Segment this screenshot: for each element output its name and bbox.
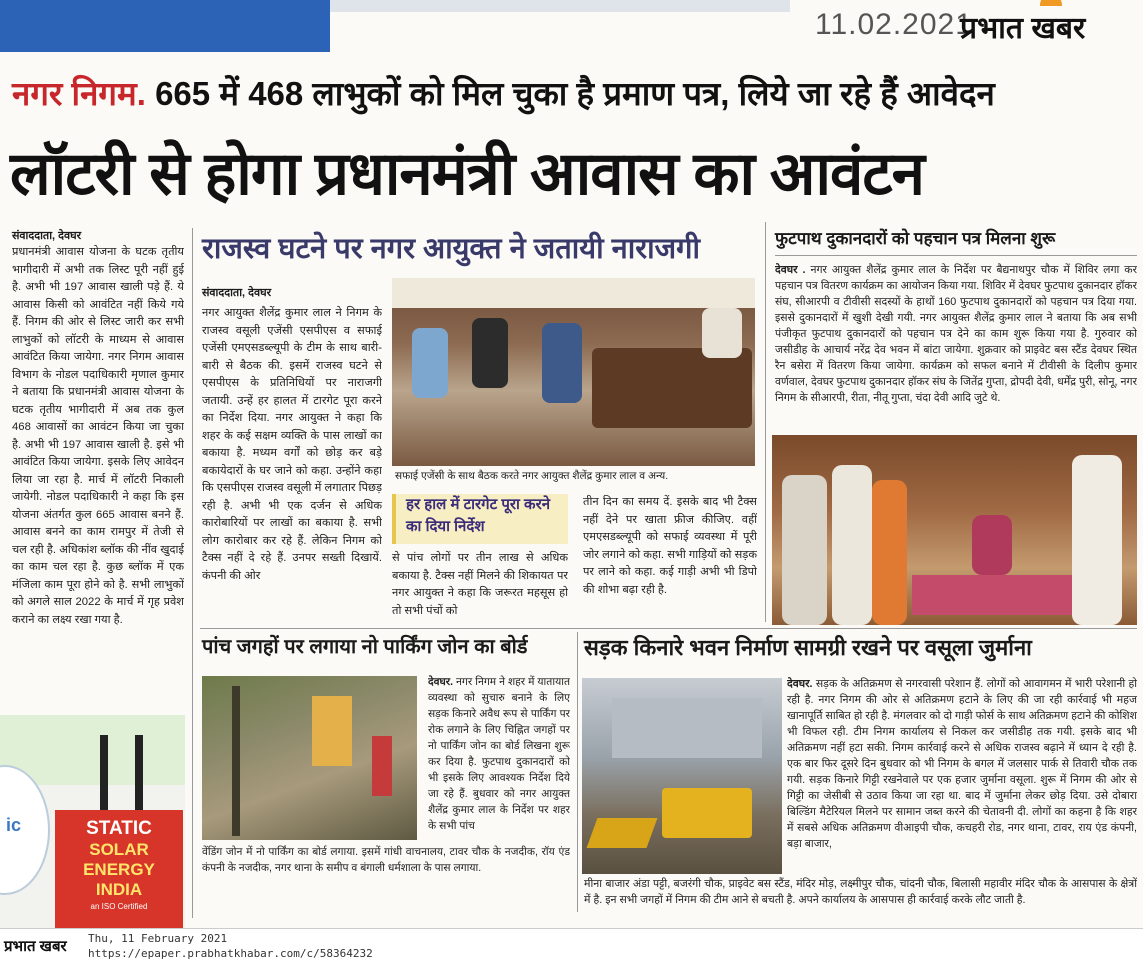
photo-jcb — [662, 788, 752, 838]
footer-info — [88, 931, 373, 961]
ad-line4: INDIA — [95, 880, 143, 899]
issue-date: 11.02.2021 — [815, 8, 973, 41]
story4-lead: देवघर. — [428, 676, 454, 688]
story2-byline: संवाददाता, देवघर — [202, 287, 272, 299]
col1-body: प्रधानमंत्री आवास योजना के घटक तृतीय भागीदारी में अभी तक लिस्ट पूरी नहीं हुई है. अभी भी 197 आवास खाली पड़े हैं. ये आवास किसी को आवंटित नहीं किये गये हैं. निगम की ओर से लिस्ट जारी कर सभी लाभुकों को लॉटरी के माध्यम से आवास आवंटित किया जायेगा. नगर निगम आवास विभाग के नोडल पदाधिकारी मृणाल कुमार ने बताया कि प्रधानमंत्री आवास योजना के घटक तृतीय भागीदारी में अब तक कुल 468 आवासों का आवंटन किया जा चुका है. अभी भी 197 आवास खाली है. इसे भी आवंटित किया जायेगा. इसके लिए आवेदन लिया जा रहा है. मार्च में लॉटरी निकाली जायेगी. नोडल पदाधिकारी ने कहा कि इस योजना अंतर्गत कुल 665 आवास बनने हैं. आवास बनने का काम रामपुर में तेजी से चल रही है. अधिकांश ब्लॉक की नींव खुदाई का काम चल रहा है. कुछ ब्लॉक में एक मंजिला काम पूरा होने को है. सभी लाभुकों को अगले साल 2022 के मार्च में गृह प्रवेश कराने का लक्ष्य रखा गया है. — [12, 246, 184, 626]
footer-date: Thu, 11 February 2021 — [88, 932, 228, 945]
photo-pole — [232, 686, 240, 836]
story3-body — [775, 262, 1137, 427]
ad-line3: ENERGY — [83, 860, 155, 879]
story5-lead: देवघर. — [787, 678, 813, 690]
photo-person — [1072, 455, 1122, 625]
photo-building — [612, 698, 762, 758]
col1-byline: संवाददाता, देवघर — [12, 230, 82, 242]
footer-url[interactable]: https://epaper.prabhatkhabar.com/c/58364232 — [88, 947, 373, 960]
story5-body-bottom: मीना बाजार अंडा पट्टी, बजरंगी चौक, प्राइवेट बस स्टैंड, मंदिर मोड़, लक्ष्मीपुर चौक, चांदनी चौक, बिलासी महावीर मंदिर चौक के आसपास के क्षेत्रों में है. इन सभी जगहों में निगम की टीम आने से बचती है. अपने कार्यालय के आसपास ही कार्रवाई करके लौट जाती है. — [584, 878, 1137, 906]
story4-text: नगर निगम ने शहर में यातायात व्यवस्था को सुचारु बनाने के लिए सड़क किनारे अवैध रूप से पार्किंग पर रोक लगाने के लिए चिह्नित जगहों पर नो पार्किंग जोन का बोर्ड लिखना शुरू कर दिया है. फुटपाथ दुकानदारों को भी इसके लिए आवश्यक निर्देश दिये जा रहे हैं. बुधवार को नगर आयुक्त शैलेंद्र कुमार लाल के निर्देश पर शहर के सभी पांच — [428, 676, 570, 832]
story2-body-mid: से पांच लोगों पर तीन लाख से अधिक बकाया है. टैक्स नहीं मिलने की शिकायत पर नगर आयुक्त ने कहा कि जरूरत महसूस हो तो सभी पंचों को — [392, 552, 568, 617]
story2-headline: राजस्व घटने पर नगर आयुक्त ने जतायी नाराजगी — [202, 233, 701, 265]
story5-body — [787, 676, 1137, 872]
ad-red-sign — [55, 810, 183, 930]
kicker-text: 665 में 468 लाभुकों को मिल चुका है प्रमाण पत्र, लिये जा रहे हैं आवेदन — [155, 75, 995, 112]
story5-headline: सड़क किनारे भवन निर्माण सामग्री रखने पर वसूला जुर्माना — [584, 635, 1032, 660]
photo-person — [832, 465, 872, 625]
photo-person — [412, 328, 448, 398]
masthead-blue-band — [0, 0, 330, 52]
story3-rule — [775, 255, 1137, 256]
ad-hanger-right — [135, 735, 143, 815]
photo-jcb-bucket — [587, 818, 658, 848]
jcb-photo — [582, 678, 782, 874]
ad-line1: STATIC — [86, 818, 152, 839]
main-headline: लॉटरी से होगा प्रधानमंत्री आवास का आवंटन — [10, 140, 924, 207]
story4-body — [428, 674, 570, 842]
story2-body-right: तीन दिन का समय दें. इसके बाद भी टैक्स नहीं देने पर खाता फ्रीज कीजिए. वहीं एमएसडब्ल्यूपी को सफाई व्यवस्था में पूरी जोर लगाने को कहा. सभी गाड़ियों को सड़क पर लाने को कहा. कई गाड़ी अभी भी डिपो की शोभा बढ़ा रही है. — [583, 496, 757, 596]
photo-board — [312, 696, 352, 766]
story4-body-bottom: वेंडिंग जोन में नो पार्किंग का बोर्ड लगाया. इसमें गांधी वाचनालय, टावर चौक के नजदीक, रॉय एंड कंपनी के नजदीक, नगर थाना के समीप व बंगाली धर्मशाला के पास लगाया. — [202, 846, 570, 874]
column-divider — [577, 632, 578, 912]
meeting-photo — [392, 278, 755, 466]
ad-badge: an ISO Certified — [90, 902, 148, 911]
photo-person — [972, 515, 1012, 575]
meeting-photo-caption: सफाई एजेंसी के साथ बैठक करते नगर आयुक्त शैलेंद्र कुमार लाल व अन्य. — [395, 470, 669, 482]
photo-table — [912, 575, 1072, 615]
kicker — [12, 70, 995, 115]
photo-person — [542, 323, 582, 403]
no-parking-photo — [202, 676, 417, 840]
story3-lead: देवघर . — [775, 264, 806, 276]
photo-wall — [392, 278, 755, 308]
kicker-label: नगर निगम. — [12, 75, 146, 112]
column-divider — [765, 222, 766, 622]
id-card-photo — [772, 435, 1137, 625]
photo-person — [372, 736, 392, 796]
story3-text: नगर आयुक्त शैलेंद्र कुमार लाल के निर्देश पर बैद्यनाथपुर चौक में शिविर लगा कर पहचान पत्र वितरण कार्यक्रम का आयोजन किया गया. शिविर में देवघर फुटपाथ दुकानदार हॉकर संघ, सीआरपी व टीवीसी सदस्यों के हाथों 160 फुटपाथ दुकानदारों को पहचान पत्र दिया गया. इससे दुकानदारों में खुशी देखी गयी. नगर आयुक्त शैलेंद्र कुमार लाल ने बताया कि अब सभी पंजीकृत फुटपाथ दुकानदारों को पहचान पत्र देने का काम शुरू किया गया है. गुरुवार को जसीडीह के आचार्य नरेंद्र देव भवन में बांटा जायेगा. शुक्रवार को प्राइवेट बस स्टैंड देवघर स्थित रैन बसेरा में वितरण किया जायेगा. कार्यक्रम को सफल बनाने में टीवीसी के दिलीप कुमार वर्णवाल, देवघर फुटपाथ दुकानदार हॉकर संघ के जितेंद्र गुप्ता, द्रोपदी देवी, धर्मेंद्र पुरी, सोनू, नगर निगम के सीआरपी, रीता, नीतू गुप्ता, चंदा देवी आदि जुटे थे. — [775, 264, 1137, 404]
masthead-grey-band — [330, 0, 790, 12]
story4-headline: पांच जगहों पर लगाया नो पार्किंग जोन का बोर्ड — [202, 636, 528, 658]
photo-person — [782, 475, 827, 625]
story2-body-left: नगर आयुक्त शैलेंद्र कुमार लाल ने निगम के राजस्व वसूली एजेंसी एसपीएस व सफाई एजेंसी एमएसडब्ल्यूपी के टीम के साथ बारी-बारी से बैठक की. इसमें राजस्व घटने से एसपीएस के प्रतिनिधियों पर नाराजगी जतायी. उन्हें हर हालत में टारगेट पूरा करने का निर्देश दिया. नगर आयुक्त ने कहा कि शहर के कई सक्षम व्यक्ति के पास लाखों का बकाया है. मध्यम वर्गों को छोड़ कर बड़े बकायेदारों के घर जाने को कहा. उन्होंने कहा कि एसपीएस राजस्व वसूली में लगातार पिछड़ रही है. अभी भी एक दर्जन से अधिक कारोबारियों पर लाखों का बकाया है. सभी लोग कारोबार कर रहे हैं. लेकिन निगम को टैक्स नहीं दे रहे हैं. उनपर सख्ती दिखायें. कंपनी की ओर — [202, 307, 382, 582]
section-rule — [200, 628, 1137, 629]
solar-ad[interactable] — [0, 715, 185, 930]
column-divider — [192, 228, 193, 918]
story5-text: सड़क के अतिक्रमण से नगरवासी परेशान हैं. लोगों को आवागमन में भारी परेशानी हो रही है. नगर निगम की ओर से अतिक्रमण हटाने के लिए की जा रही कार्रवाई भी महज खानापूर्ति साबित हो रही है. मंगलवार को दो गाड़ी फोर्स के साथ अतिक्रमण हटाने की कोशिश भी विफल रही. टीम निगम कार्यालय से निकल कर जसीडीह तक गयी. इसके बाद भी अतिक्रमण नहीं हटा सकी. निगम कार्रवाई करने से अधिक राजस्व बढ़ाने में ध्यान दे रही है. एक बार फिर दूसरे दिन बुधवार को भी निगम के बगल में जलसार पार्क से तिवारी चौक तक गयी. सड़क किनारे गिट्टी रखनेवाले पर एक हजार जुर्माना वसूला. शुरू में निगम की ओर से गिट्टी का जेसीबी से उठाव किया जा रहा था. बाद में जुर्माना लेकर छोड़ दिया. उसे दोबारा बिल्डिंग मैटेरियल मिलने पर सामान जब्त करने की चेतावनी दी. लोगों का कहना है कि शहर में सबसे अधिक अतिक्रमण वीआइपी चौक, कचहरी रोड, नगर थाना, टावर, राय एंड कंपनी, बड़ा बाजार, — [787, 678, 1137, 850]
callout-text: हर हाल में टारगेट पूरा करने का दिया निर्देश — [406, 496, 551, 535]
photo-person — [472, 318, 508, 388]
photo-person — [872, 480, 907, 625]
footer-logo: प्रभात खबर — [4, 938, 67, 955]
story2-callout — [392, 494, 568, 544]
ad-hanger-left — [100, 735, 108, 815]
ad-line2: SOLAR — [89, 840, 149, 859]
photo-table — [592, 348, 752, 428]
story3-headline: फुटपाथ दुकानदारों को पहचान पत्र मिलना शुरू — [775, 229, 1056, 248]
newspaper-name: प्रभात खबर — [960, 12, 1086, 45]
ad-partial-text: ic — [6, 815, 22, 835]
photo-person — [702, 308, 742, 358]
